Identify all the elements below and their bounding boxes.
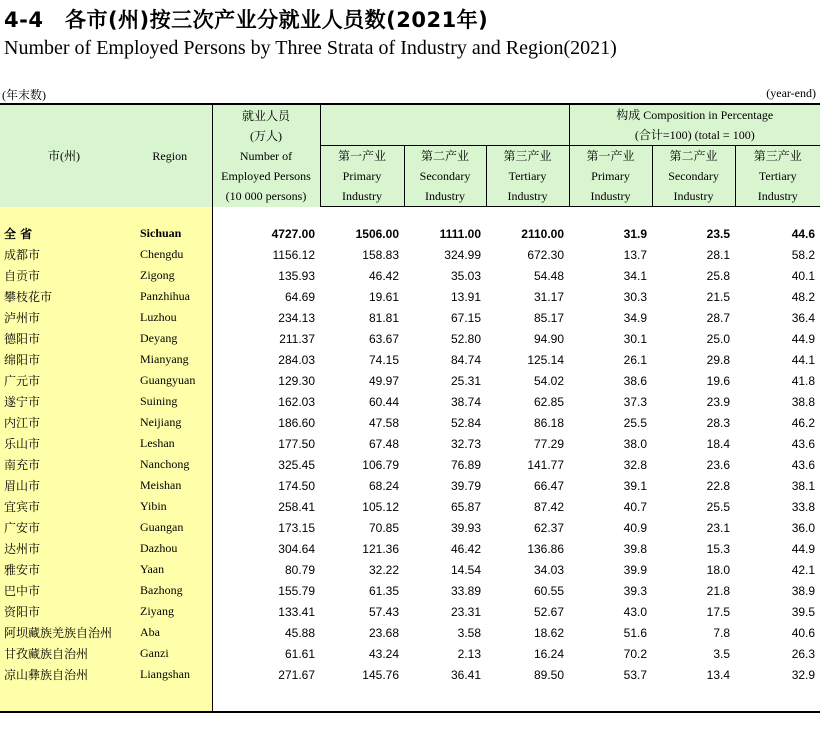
table-row [0, 664, 820, 685]
cell-tertiary-share: 36.0 [791, 520, 816, 535]
cell-primary-share: 39.8 [623, 541, 648, 556]
total-name-en: Sichuan [128, 223, 212, 244]
cell-name-cn: 甘孜藏族自治州 [0, 643, 128, 664]
cell-name-cn: 乐山市 [0, 433, 128, 454]
cell-employed: 177.50 [212, 433, 320, 454]
cell-tertiary: 18.62 [533, 625, 565, 640]
cell-primary-share: 26.1 [623, 352, 648, 367]
cell-name-cn: 自贡市 [0, 265, 128, 286]
cell-primary: 106.79 [362, 457, 399, 472]
table-row [0, 601, 820, 622]
cell-secondary: 38.74 [450, 394, 481, 409]
total-secondary: 1111.00 [439, 226, 481, 241]
cell-tertiary: 54.02 [533, 373, 565, 388]
unit-note-cn: (年末数) [2, 88, 46, 102]
cell-name-en: Ganzi [128, 643, 212, 664]
table-body [0, 207, 820, 713]
table-row [0, 517, 820, 538]
cell-tertiary-share: 58.2 [791, 247, 816, 262]
cell-name-cn: 凉山彝族自治州 [0, 664, 128, 685]
cell-employed: 45.88 [212, 622, 320, 643]
cell-secondary-share: 25.8 [706, 268, 731, 283]
cell-secondary: 65.87 [450, 499, 481, 514]
total-tertiary-share: 44.6 [791, 226, 816, 241]
cell-name-en: Ziyang [128, 601, 212, 622]
cell-primary: 158.83 [362, 247, 399, 262]
cell-secondary: 46.42 [450, 541, 481, 556]
cell-employed: 211.37 [212, 328, 320, 349]
total-tertiary: 2110.00 [521, 226, 565, 241]
unit-note-en: (year-end) [766, 86, 816, 100]
cell-secondary-share: 25.0 [706, 331, 731, 346]
cell-tertiary-share: 32.9 [791, 667, 816, 682]
table-row [0, 412, 820, 433]
cell-tertiary: 89.50 [533, 667, 565, 682]
cell-secondary: 23.31 [450, 604, 481, 619]
header-blank-group [320, 104, 569, 127]
table-row [0, 538, 820, 559]
table-title-en: Number of Employed Persons by Three Strata of Industry and Region(2021) [4, 37, 617, 59]
cell-name-cn: 巴中市 [0, 580, 128, 601]
cell-secondary: 32.73 [450, 436, 481, 451]
cell-employed: 64.69 [212, 286, 320, 307]
cell-name-en: Suining [128, 391, 212, 412]
cell-name-cn: 宜宾市 [0, 496, 128, 517]
table-row [0, 391, 820, 412]
cell-tertiary-share: 44.9 [791, 331, 816, 346]
cell-tertiary: 34.03 [533, 562, 565, 577]
cell-employed: 1156.12 [212, 244, 320, 265]
cell-name-cn: 资阳市 [0, 601, 128, 622]
cell-tertiary: 125.14 [527, 352, 565, 367]
cell-primary: 60.44 [368, 394, 399, 409]
cell-name-en: Yibin [128, 496, 212, 517]
cell-primary: 81.81 [368, 310, 399, 325]
cell-tertiary: 141.77 [527, 457, 565, 472]
cell-secondary-share: 21.8 [706, 583, 731, 598]
cell-primary: 46.42 [368, 268, 399, 283]
cell-primary: 23.68 [368, 625, 399, 640]
cell-employed: 234.13 [212, 307, 320, 328]
cell-secondary-share: 19.6 [706, 373, 731, 388]
cell-employed: 284.03 [212, 349, 320, 370]
total-primary: 1506.00 [355, 226, 399, 241]
cell-name-en: Zigong [128, 265, 212, 286]
header-primary-share: 第一产业 Primary Industry [569, 146, 652, 207]
cell-primary-share: 38.6 [623, 373, 648, 388]
cell-employed: 325.45 [212, 454, 320, 475]
cell-tertiary-share: 33.8 [791, 499, 816, 514]
cell-tertiary-share: 42.1 [791, 562, 816, 577]
cell-name-cn: 雅安市 [0, 559, 128, 580]
cell-secondary-share: 21.5 [706, 289, 731, 304]
cell-name-en: Yaan [128, 559, 212, 580]
total-secondary-share: 23.5 [706, 226, 731, 241]
header-city-cn: 市(州) [0, 104, 128, 207]
cell-primary-share: 40.7 [623, 499, 648, 514]
cell-employed: 304.64 [212, 538, 320, 559]
cell-tertiary: 86.18 [533, 415, 565, 430]
cell-tertiary-share: 44.1 [791, 352, 816, 367]
cell-secondary: 52.84 [450, 415, 481, 430]
table-end-row [0, 685, 820, 712]
cell-primary-share: 39.1 [623, 478, 648, 493]
cell-primary-share: 40.9 [623, 520, 648, 535]
table-row [0, 454, 820, 475]
cell-tertiary: 77.29 [533, 436, 565, 451]
table-row [0, 433, 820, 454]
cell-tertiary: 52.67 [533, 604, 565, 619]
cell-primary: 32.22 [368, 562, 399, 577]
cell-secondary: 36.41 [450, 667, 481, 682]
cell-name-en: Luzhou [128, 307, 212, 328]
cell-primary: 74.15 [368, 352, 399, 367]
cell-primary: 19.61 [368, 289, 399, 304]
cell-name-cn: 阿坝藏族羌族自治州 [0, 622, 128, 643]
table-row [0, 244, 820, 265]
employment-table [0, 103, 820, 713]
table-header [0, 104, 820, 207]
cell-secondary: 39.93 [450, 520, 481, 535]
cell-primary: 43.24 [368, 646, 399, 661]
cell-primary-share: 34.1 [623, 268, 648, 283]
table-row [0, 580, 820, 601]
cell-employed: 155.79 [212, 580, 320, 601]
cell-tertiary-share: 43.6 [791, 457, 816, 472]
cell-primary-share: 39.9 [623, 562, 648, 577]
cell-tertiary: 60.55 [533, 583, 565, 598]
cell-primary: 145.76 [362, 667, 399, 682]
cell-name-cn: 广安市 [0, 517, 128, 538]
cell-primary: 68.24 [368, 478, 399, 493]
table-title-cn: 4-4 各市(州)按三次产业分就业人员数(2021年) [4, 8, 489, 32]
cell-tertiary-share: 38.9 [791, 583, 816, 598]
cell-name-en: Neijiang [128, 412, 212, 433]
cell-secondary: 33.89 [450, 583, 481, 598]
cell-secondary-share: 23.9 [706, 394, 731, 409]
cell-secondary-share: 18.4 [706, 436, 731, 451]
table-row [0, 307, 820, 328]
cell-primary: 67.48 [368, 436, 399, 451]
cell-employed: 80.79 [212, 559, 320, 580]
cell-tertiary: 31.17 [533, 289, 565, 304]
cell-secondary: 35.03 [450, 268, 481, 283]
cell-secondary: 76.89 [450, 457, 481, 472]
cell-secondary: 2.13 [457, 646, 481, 661]
total-name-cn: 全 省 [0, 223, 128, 244]
cell-name-en: Nanchong [128, 454, 212, 475]
cell-primary-share: 53.7 [623, 667, 648, 682]
cell-name-en: Liangshan [128, 664, 212, 685]
cell-secondary-share: 29.8 [706, 352, 731, 367]
cell-secondary-share: 3.5 [713, 646, 731, 661]
table-row [0, 496, 820, 517]
cell-employed: 258.41 [212, 496, 320, 517]
table-row [0, 370, 820, 391]
cell-secondary-share: 25.5 [706, 499, 731, 514]
cell-employed: 186.60 [212, 412, 320, 433]
header-secondary-share: 第二产业 Secondary Industry [652, 146, 735, 207]
cell-name-en: Bazhong [128, 580, 212, 601]
cell-tertiary-share: 38.1 [791, 478, 816, 493]
cell-tertiary-share: 39.5 [791, 604, 816, 619]
cell-primary-share: 70.2 [623, 646, 648, 661]
header-spacer [320, 127, 569, 146]
cell-name-en: Deyang [128, 328, 212, 349]
cell-name-cn: 德阳市 [0, 328, 128, 349]
cell-primary: 49.97 [368, 373, 399, 388]
header-primary-industry: 第一产业 Primary Industry [320, 146, 404, 207]
cell-tertiary: 87.42 [533, 499, 565, 514]
table-row [0, 349, 820, 370]
cell-tertiary-share: 40.1 [791, 268, 816, 283]
cell-secondary-share: 28.3 [706, 415, 731, 430]
cell-tertiary-share: 40.6 [791, 625, 816, 640]
cell-employed: 133.41 [212, 601, 320, 622]
cell-primary-share: 13.7 [623, 247, 648, 262]
cell-employed: 129.30 [212, 370, 320, 391]
cell-tertiary: 54.48 [533, 268, 565, 283]
cell-name-cn: 遂宁市 [0, 391, 128, 412]
cell-primary-share: 30.3 [623, 289, 648, 304]
cell-primary-share: 43.0 [623, 604, 648, 619]
cell-employed: 271.67 [212, 664, 320, 685]
cell-name-cn: 内江市 [0, 412, 128, 433]
header-secondary-industry: 第二产业 Secondary Industry [404, 146, 486, 207]
table-row [0, 622, 820, 643]
cell-secondary: 14.54 [450, 562, 481, 577]
cell-name-en: Guangyuan [128, 370, 212, 391]
cell-secondary-share: 7.8 [713, 625, 731, 640]
cell-tertiary: 62.37 [533, 520, 565, 535]
cell-secondary: 324.99 [444, 247, 481, 262]
cell-tertiary-share: 41.8 [791, 373, 816, 388]
header-region-en: Region [128, 104, 212, 207]
cell-tertiary: 672.30 [527, 247, 565, 262]
cell-secondary-share: 22.8 [706, 478, 731, 493]
cell-name-en: Chengdu [128, 244, 212, 265]
cell-secondary: 3.58 [457, 625, 481, 640]
header-tertiary-share: 第三产业 Tertiary Industry [735, 146, 820, 207]
cell-tertiary: 16.24 [533, 646, 565, 661]
cell-tertiary-share: 38.8 [791, 394, 816, 409]
cell-secondary-share: 15.3 [706, 541, 731, 556]
cell-secondary: 67.15 [450, 310, 481, 325]
cell-name-cn: 南充市 [0, 454, 128, 475]
header-composition: 构成 Composition in Percentage (合计=100) (total = 100) [569, 104, 820, 146]
cell-tertiary-share: 48.2 [791, 289, 816, 304]
cell-tertiary-share: 26.3 [791, 646, 816, 661]
table-row [0, 475, 820, 496]
cell-tertiary-share: 36.4 [791, 310, 816, 325]
cell-secondary-share: 23.1 [706, 520, 731, 535]
header-tertiary-industry: 第三产业 Tertiary Industry [486, 146, 569, 207]
cell-name-cn: 达州市 [0, 538, 128, 559]
cell-secondary: 84.74 [450, 352, 481, 367]
cell-primary-share: 51.6 [623, 625, 648, 640]
cell-primary-share: 39.3 [623, 583, 648, 598]
header-employed: 就业人员 (万人) Number of Employed Persons (10 000 persons) [212, 104, 320, 207]
cell-employed: 162.03 [212, 391, 320, 412]
cell-primary: 57.43 [368, 604, 399, 619]
cell-secondary-share: 23.6 [706, 457, 731, 472]
table-row [0, 286, 820, 307]
cell-name-cn: 绵阳市 [0, 349, 128, 370]
cell-primary-share: 34.9 [623, 310, 648, 325]
table-row [0, 328, 820, 349]
cell-secondary-share: 17.5 [706, 604, 731, 619]
cell-secondary: 13.91 [450, 289, 481, 304]
cell-primary-share: 38.0 [623, 436, 648, 451]
cell-name-cn: 攀枝花市 [0, 286, 128, 307]
cell-primary: 63.67 [368, 331, 399, 346]
cell-primary-share: 37.3 [623, 394, 648, 409]
cell-tertiary-share: 44.9 [791, 541, 816, 556]
cell-secondary-share: 18.0 [706, 562, 731, 577]
cell-primary: 61.35 [368, 583, 399, 598]
cell-primary: 121.36 [362, 541, 399, 556]
cell-name-en: Dazhou [128, 538, 212, 559]
total-primary-share: 31.9 [623, 226, 648, 241]
table-row [0, 559, 820, 580]
cell-primary-share: 25.5 [623, 415, 648, 430]
cell-name-en: Aba [128, 622, 212, 643]
cell-name-en: Meishan [128, 475, 212, 496]
cell-employed: 173.15 [212, 517, 320, 538]
cell-name-en: Panzhihua [128, 286, 212, 307]
cell-secondary-share: 28.1 [706, 247, 731, 262]
cell-name-cn: 泸州市 [0, 307, 128, 328]
table-row [0, 643, 820, 664]
cell-secondary: 52.80 [450, 331, 481, 346]
cell-secondary-share: 28.7 [706, 310, 731, 325]
total-employed: 4727.00 [212, 223, 320, 244]
cell-name-cn: 广元市 [0, 370, 128, 391]
cell-employed: 61.61 [212, 643, 320, 664]
cell-name-en: Mianyang [128, 349, 212, 370]
cell-secondary-share: 13.4 [706, 667, 731, 682]
table-row [0, 265, 820, 286]
cell-name-en: Guangan [128, 517, 212, 538]
cell-name-cn: 眉山市 [0, 475, 128, 496]
cell-tertiary-share: 46.2 [791, 415, 816, 430]
cell-tertiary: 85.17 [533, 310, 565, 325]
cell-primary-share: 30.1 [623, 331, 648, 346]
cell-tertiary: 136.86 [527, 541, 565, 556]
cell-tertiary: 62.85 [533, 394, 565, 409]
cell-primary: 105.12 [362, 499, 399, 514]
cell-name-en: Leshan [128, 433, 212, 454]
cell-tertiary: 66.47 [533, 478, 565, 493]
cell-primary: 70.85 [368, 520, 399, 535]
cell-secondary: 25.31 [450, 373, 481, 388]
cell-secondary: 39.79 [450, 478, 481, 493]
cell-tertiary: 94.90 [533, 331, 565, 346]
cell-primary-share: 32.8 [623, 457, 648, 472]
cell-name-cn: 成都市 [0, 244, 128, 265]
total-row [0, 223, 820, 244]
spacer-row [0, 207, 820, 224]
cell-tertiary-share: 43.6 [791, 436, 816, 451]
cell-primary: 47.58 [368, 415, 399, 430]
cell-employed: 174.50 [212, 475, 320, 496]
cell-employed: 135.93 [212, 265, 320, 286]
